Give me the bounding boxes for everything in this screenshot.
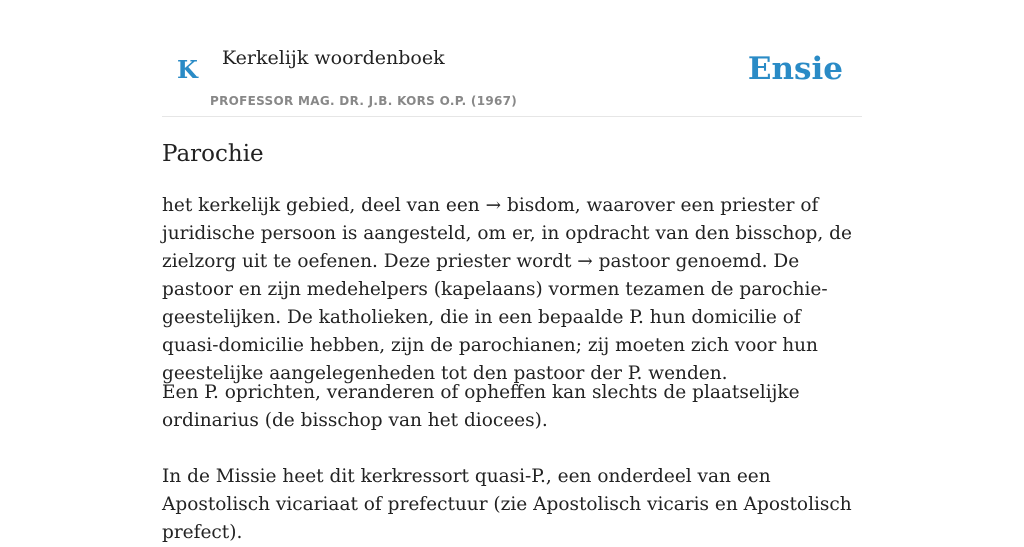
entry-title: Parochie bbox=[162, 141, 264, 167]
ensie-logo-link[interactable]: Ensie bbox=[747, 51, 843, 87]
bisdom-reference-link[interactable]: → bisdom bbox=[485, 195, 575, 216]
entry-paragraph-1 bbox=[162, 192, 862, 388]
book-author: PROFESSOR MAG. DR. J.B. KORS O.P. (1967) bbox=[210, 94, 518, 108]
book-title-link[interactable]: Kerkelijk woordenboek bbox=[222, 47, 445, 69]
paragraph-text: het kerkelijk gebied, deel van een bbox=[162, 195, 486, 216]
entry-paragraph-2: Een P. oprichten, veranderen of opheffen kan slechts de plaatselijke ordinarius (de bisschop van het diocees). bbox=[162, 382, 800, 431]
entry-paragraph-3: In de Missie heet dit kerkressort quasi-P., een onderdeel van een Apostolisch vicariaat of prefectuur (zie Apostolisch vicaris en Apostolisch prefect). bbox=[162, 466, 852, 543]
book-header bbox=[162, 0, 862, 117]
paragraph-text: , waarover een priester of juridische persoon is aangesteld, om er, in opdracht van den bisschop, de zielzorg uit te oefenen. Deze priester wordt bbox=[162, 195, 852, 272]
book-letter-icon: K bbox=[177, 55, 198, 84]
entry-page bbox=[162, 0, 862, 543]
pastoor-reference-link[interactable]: → pastoor bbox=[577, 251, 670, 272]
paragraph-text: genoemd. De pastoor en zijn medehelpers (kapelaans) vormen tezamen de parochie-geestelijken. De katholieken, die in een bepaalde P. hun domicilie of quasi-domicilie hebben, zijn de parochianen; zij moeten zich voor hun geestelijke aangelegenheden tot den pastoor der P. wenden. bbox=[162, 251, 828, 384]
